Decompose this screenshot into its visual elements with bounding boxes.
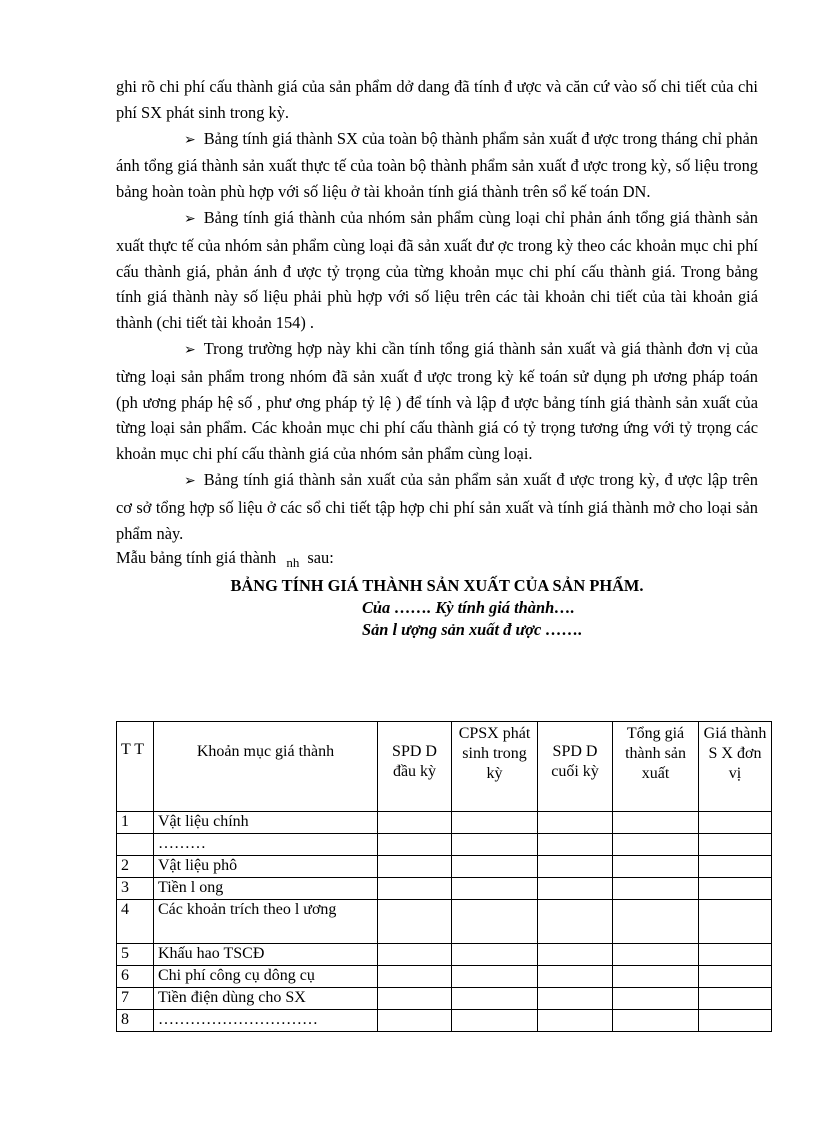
empty-cell: [378, 900, 452, 944]
empty-cell: [699, 856, 772, 878]
empty-cell: [699, 988, 772, 1010]
empty-cell: [613, 944, 699, 966]
empty-cell: [452, 966, 538, 988]
empty-cell: [452, 812, 538, 834]
table-row: [117, 812, 772, 834]
cost-table-body: [117, 812, 772, 1032]
empty-cell: [452, 878, 538, 900]
empty-cell: [538, 812, 613, 834]
empty-cell: [378, 856, 452, 878]
empty-cell: [699, 966, 772, 988]
header-total: Tổng giá thành sản xuất: [613, 722, 699, 812]
empty-cell: [538, 966, 613, 988]
row-item: Vật liệu chính: [154, 812, 378, 834]
empty-cell: [538, 988, 613, 1010]
row-item: Tiền l ong: [154, 878, 378, 900]
arrow-bullet-icon: ➢: [184, 472, 196, 489]
empty-cell: [378, 1010, 452, 1032]
empty-cell: [452, 834, 538, 856]
template-intro-small: nh: [286, 555, 300, 571]
row-number: 2: [117, 856, 154, 878]
arrow-bullet-icon: ➢: [184, 341, 196, 358]
empty-cell: [452, 856, 538, 878]
empty-cell: [538, 878, 613, 900]
empty-cell: [378, 966, 452, 988]
paragraph-3-text: Bảng tính giá thành của nhóm sản phẩm cùng loại chỉ phản ánh tổng giá thành sản xuất thực tế của nhóm sản phẩm cùng loại đã sản xuất đư ợc trong kỳ theo các khoản mục chi phí cấu thành giá, phản ánh đ ược tỷ trọng của từng khoản mục chi phí cấu thành giá. Trong bảng tính giá thành này số liệu phải phù hợp với số liệu trên các tài khoản chi tiết của tài khoản giá thành (chi tiết tài khoản 154) .: [116, 207, 758, 333]
paragraph-5: [116, 467, 758, 546]
empty-cell: [452, 988, 538, 1010]
empty-cell: [699, 812, 772, 834]
table-subtitle-period: Của ……. Kỳ tính giá thành….: [362, 598, 575, 618]
paragraph-4-text: Trong trường hợp này khi cần tính tổng giá thành sản xuất và giá thành đơn vị của từng loại sản phẩm trong nhóm đã sản xuất đ ược trong kỳ kế toán sử dụng ph ương pháp toán (ph ương pháp hệ số , phư ơng pháp tỷ lệ ) để tính và lập đ ược bảng tính giá thành sản xuất của từng loại sản phẩm. Các khoản mục chi phí cấu thành giá có tỷ trọng tương ứng với tỷ trọng các khoản mục chi phí cấu thành giá của nhóm sản phẩm cùng loại.: [116, 338, 758, 464]
row-item: …………………………: [154, 1010, 378, 1032]
paragraph-1: ghi rõ chi phí cấu thành giá của sản phẩm dở dang đã tính đ ược và căn cứ vào số chi tiết của chi phí SX phát sinh trong kỳ.: [116, 77, 758, 122]
header-closing: SPD D cuối kỳ: [538, 722, 613, 812]
empty-cell: [378, 834, 452, 856]
paragraph-4: [116, 336, 758, 467]
paragraph-2: [116, 126, 758, 205]
header-unit: Giá thành S X đơn vị: [699, 722, 772, 812]
cost-table: [116, 721, 772, 1032]
row-number: 7: [117, 988, 154, 1010]
row-number: 6: [117, 966, 154, 988]
empty-cell: [378, 944, 452, 966]
row-number: 4: [117, 900, 154, 944]
empty-cell: [538, 944, 613, 966]
empty-cell: [378, 812, 452, 834]
template-intro-suffix: sau:: [307, 548, 334, 568]
empty-cell: [613, 966, 699, 988]
row-item: Vật liệu phô: [154, 856, 378, 878]
empty-cell: [699, 944, 772, 966]
empty-cell: [538, 900, 613, 944]
empty-cell: [699, 834, 772, 856]
table-title: BẢNG TÍNH GIÁ THÀNH SẢN XUẤT CỦA SẢN PHẨM.: [230, 576, 644, 596]
table-row: [117, 988, 772, 1010]
table-row: [117, 834, 772, 856]
table-row: [117, 1010, 772, 1032]
empty-cell: [613, 1010, 699, 1032]
row-number: 5: [117, 944, 154, 966]
row-item: Chi phí công cụ dông cụ: [154, 966, 378, 988]
row-number: [117, 834, 154, 856]
arrow-bullet-icon: ➢: [184, 210, 196, 227]
empty-cell: [613, 856, 699, 878]
header-tt: T T: [117, 722, 154, 812]
empty-cell: [613, 988, 699, 1010]
header-opening: SPD D đầu kỳ: [378, 722, 452, 812]
row-number: 1: [117, 812, 154, 834]
table-row: [117, 966, 772, 988]
template-intro-prefix: Mẫu bảng tính giá thành: [116, 548, 277, 568]
table-subtitle-output: Sản l ượng sản xuất đ ược …….: [362, 620, 583, 640]
row-number: 8: [117, 1010, 154, 1032]
empty-cell: [613, 900, 699, 944]
template-intro: [116, 546, 758, 571]
empty-cell: [613, 878, 699, 900]
empty-cell: [452, 900, 538, 944]
table-row: [117, 878, 772, 900]
empty-cell: [378, 988, 452, 1010]
empty-cell: [538, 856, 613, 878]
empty-cell: [538, 834, 613, 856]
row-item: Các khoản trích theo l ương: [154, 900, 378, 944]
row-item: Khấu hao TSCĐ: [154, 944, 378, 966]
empty-cell: [452, 1010, 538, 1032]
empty-cell: [613, 812, 699, 834]
empty-cell: [538, 1010, 613, 1032]
table-row: [117, 944, 772, 966]
header-item: Khoản mục giá thành: [154, 722, 378, 812]
empty-cell: [613, 834, 699, 856]
table-row: [117, 856, 772, 878]
arrow-bullet-icon: ➢: [184, 131, 196, 148]
row-number: 3: [117, 878, 154, 900]
table-row: [117, 900, 772, 944]
paragraph-5-text: Bảng tính giá thành sản xuất của sản phẩm sản xuất đ ược trong kỳ, đ ược lập trên cơ sở tổng hợp số liệu ở các sổ chi tiết tập hợp chi phí sản xuất và tính giá thành mở cho loại sản phẩm này.: [116, 469, 758, 543]
header-incurred: CPSX phát sinh trong kỳ: [452, 722, 538, 812]
document-page: [116, 74, 758, 641]
empty-cell: [699, 1010, 772, 1032]
row-item: ………: [154, 834, 378, 856]
empty-cell: [699, 878, 772, 900]
paragraph-2-text: Bảng tính giá thành SX của toàn bộ thành phẩm sản xuất đ ược trong tháng chỉ phản ánh tổng giá thành sản xuất thực tế của toàn bộ thành phẩm sản xuất đ ược trong kỳ, số liệu trong bảng hoàn toàn phù hợp với số liệu ở tài khoản tính giá thành trên sổ kế toán DN.: [116, 128, 758, 202]
row-item: Tiền điện dùng cho SX: [154, 988, 378, 1010]
paragraph-3: [116, 205, 758, 336]
empty-cell: [378, 878, 452, 900]
empty-cell: [452, 944, 538, 966]
empty-cell: [699, 900, 772, 944]
